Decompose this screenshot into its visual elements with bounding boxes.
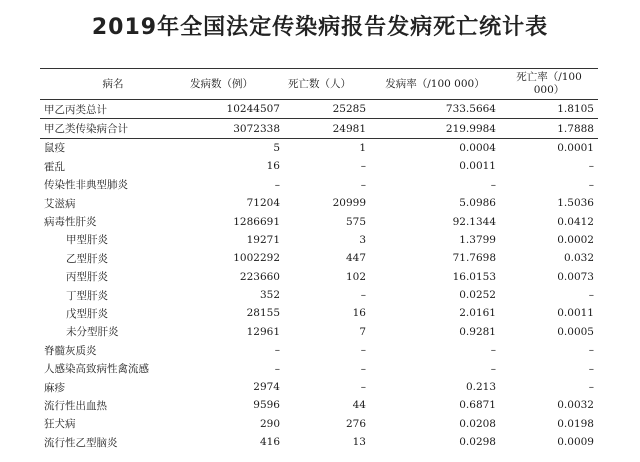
table-row	[40, 396, 598, 414]
disease-name-cell: 流行性出血热	[44, 399, 107, 412]
disease-name-cell: 甲型肝炎	[66, 234, 108, 247]
mortality-cell: –	[588, 344, 594, 357]
cases-cell: –	[274, 362, 280, 375]
header-disease-name: 病名	[40, 69, 186, 100]
cases-cell: 352	[259, 289, 280, 302]
incidence-cell: 92.1344	[452, 215, 496, 228]
incidence-cell: 71.7698	[452, 252, 496, 265]
mortality-cell: 0.0412	[557, 215, 594, 228]
deaths-cell: –	[360, 362, 366, 375]
incidence-cell: 1.3799	[459, 233, 496, 246]
table-row	[40, 231, 598, 249]
incidence-cell: 0.9281	[459, 325, 496, 338]
table-row	[40, 138, 598, 157]
incidence-cell: 0.0011	[459, 160, 496, 173]
disease-name-cell: 艾滋病	[44, 197, 76, 210]
cases-cell: 10244507	[186, 100, 284, 119]
cases-cell: 1286691	[233, 215, 280, 228]
deaths-cell: 16	[352, 307, 366, 320]
cases-cell: 71204	[246, 197, 280, 210]
disease-name-cell: 传染性非典型肺炎	[44, 179, 128, 192]
table-row	[40, 212, 598, 230]
table-row	[40, 157, 598, 175]
incidence-cell: 5.0986	[459, 197, 496, 210]
header-cases: 发病数（例）	[186, 69, 284, 100]
disease-name-cell: 狂犬病	[44, 418, 76, 431]
incidence-cell: 2.0161	[459, 307, 496, 320]
cases-cell: 9596	[253, 399, 280, 412]
mortality-cell: 0.0032	[557, 399, 594, 412]
disease-name-cell: 甲乙丙类总计	[40, 100, 186, 119]
table-row	[40, 341, 598, 359]
disease-name-cell: 甲乙类传染病合计	[40, 119, 186, 138]
disease-name-cell: 脊髓灰质炎	[44, 344, 97, 357]
header-incidence: 发病率（/100 000）	[370, 69, 500, 100]
incidence-cell: 0.0298	[459, 436, 496, 449]
cases-cell: 16	[266, 160, 280, 173]
table-row	[40, 268, 598, 286]
table-row	[40, 194, 598, 212]
mortality-cell: 1.7888	[500, 119, 598, 138]
table-row	[40, 378, 598, 396]
incidence-cell: –	[490, 178, 496, 191]
table-header-row	[40, 69, 598, 100]
cases-cell: 223660	[239, 270, 280, 283]
cases-cell: 416	[259, 436, 280, 449]
incidence-cell: 0.6871	[459, 399, 496, 412]
mortality-cell: 1.5036	[557, 197, 594, 210]
mortality-cell: –	[588, 381, 594, 394]
deaths-cell: –	[360, 178, 366, 191]
disease-name-cell: 戊型肝炎	[66, 307, 108, 320]
disease-name-cell: 霍乱	[44, 160, 65, 173]
cases-cell: 5	[273, 141, 280, 154]
mortality-cell: 1.8105	[500, 100, 598, 119]
mortality-cell: 0.0005	[557, 325, 594, 338]
deaths-cell: –	[360, 160, 366, 173]
incidence-cell: 16.0153	[452, 270, 496, 283]
cases-cell: 28155	[246, 307, 280, 320]
disease-name-cell: 乙型肝炎	[66, 252, 108, 265]
statistics-table	[40, 68, 598, 451]
disease-name-cell: 人感染高致病性禽流感	[44, 363, 149, 376]
table-row	[40, 433, 598, 451]
deaths-cell: 44	[352, 399, 366, 412]
disease-name-cell: 丁型肝炎	[66, 289, 108, 302]
mortality-cell: –	[588, 362, 594, 375]
incidence-cell: 0.0208	[459, 417, 496, 430]
mortality-cell: 0.0198	[557, 417, 594, 430]
header-deaths: 死亡数（人）	[284, 69, 370, 100]
disease-name-cell: 鼠疫	[44, 142, 65, 155]
disease-name-cell: 未分型肝炎	[66, 326, 119, 339]
cases-cell: –	[274, 344, 280, 357]
deaths-cell: –	[360, 344, 366, 357]
deaths-cell: –	[360, 289, 366, 302]
deaths-cell: 276	[345, 417, 366, 430]
incidence-cell: –	[490, 344, 496, 357]
cases-cell: 12961	[246, 325, 280, 338]
header-mortality: 死亡率（/100 000）	[500, 69, 598, 100]
disease-name-cell: 麻疹	[44, 381, 65, 394]
deaths-cell: 7	[359, 325, 366, 338]
table-row	[40, 286, 598, 304]
page-title: 2019年全国法定传染病报告发病死亡统计表	[91, 15, 549, 40]
table-row	[40, 323, 598, 341]
mortality-cell: 0.0009	[557, 436, 594, 449]
disease-name-cell: 丙型肝炎	[66, 271, 108, 284]
table-row	[40, 415, 598, 433]
mortality-cell: 0.032	[563, 252, 594, 265]
deaths-cell: 13	[352, 436, 366, 449]
mortality-cell: 0.0001	[557, 141, 594, 154]
cases-cell: 19271	[246, 233, 280, 246]
table-row	[40, 176, 598, 194]
deaths-cell: 25285	[284, 100, 370, 119]
cases-cell: 290	[259, 417, 280, 430]
mortality-cell: 0.0073	[557, 270, 594, 283]
mortality-cell: 0.0011	[557, 307, 594, 320]
disease-name-cell: 病毒性肝炎	[44, 216, 97, 229]
deaths-cell: –	[360, 381, 366, 394]
mortality-cell: –	[588, 289, 594, 302]
incidence-cell: –	[490, 362, 496, 375]
mortality-cell: 0.0002	[557, 233, 594, 246]
mortality-cell: –	[588, 160, 594, 173]
table-row	[40, 119, 598, 138]
table-row	[40, 304, 598, 322]
cases-cell: 3072338	[186, 119, 284, 138]
statistics-table-container	[40, 68, 598, 451]
incidence-cell: 0.0252	[459, 289, 496, 302]
cases-cell: –	[274, 178, 280, 191]
table-row	[40, 359, 598, 377]
mortality-cell: –	[588, 178, 594, 191]
deaths-cell: 1	[359, 141, 366, 154]
table-row	[40, 100, 598, 119]
table-row	[40, 249, 598, 267]
incidence-cell: 0.213	[465, 381, 496, 394]
incidence-cell: 733.5664	[370, 100, 500, 119]
deaths-cell: 447	[345, 252, 366, 265]
cases-cell: 1002292	[233, 252, 280, 265]
table-body	[40, 100, 598, 452]
deaths-cell: 575	[345, 215, 366, 228]
incidence-cell: 0.0004	[459, 141, 496, 154]
deaths-cell: 24981	[284, 119, 370, 138]
deaths-cell: 102	[345, 270, 366, 283]
disease-name-cell: 流行性乙型脑炎	[44, 436, 118, 449]
cases-cell: 2974	[253, 381, 280, 394]
deaths-cell: 20999	[332, 197, 366, 210]
deaths-cell: 3	[359, 233, 366, 246]
incidence-cell: 219.9984	[370, 119, 500, 138]
